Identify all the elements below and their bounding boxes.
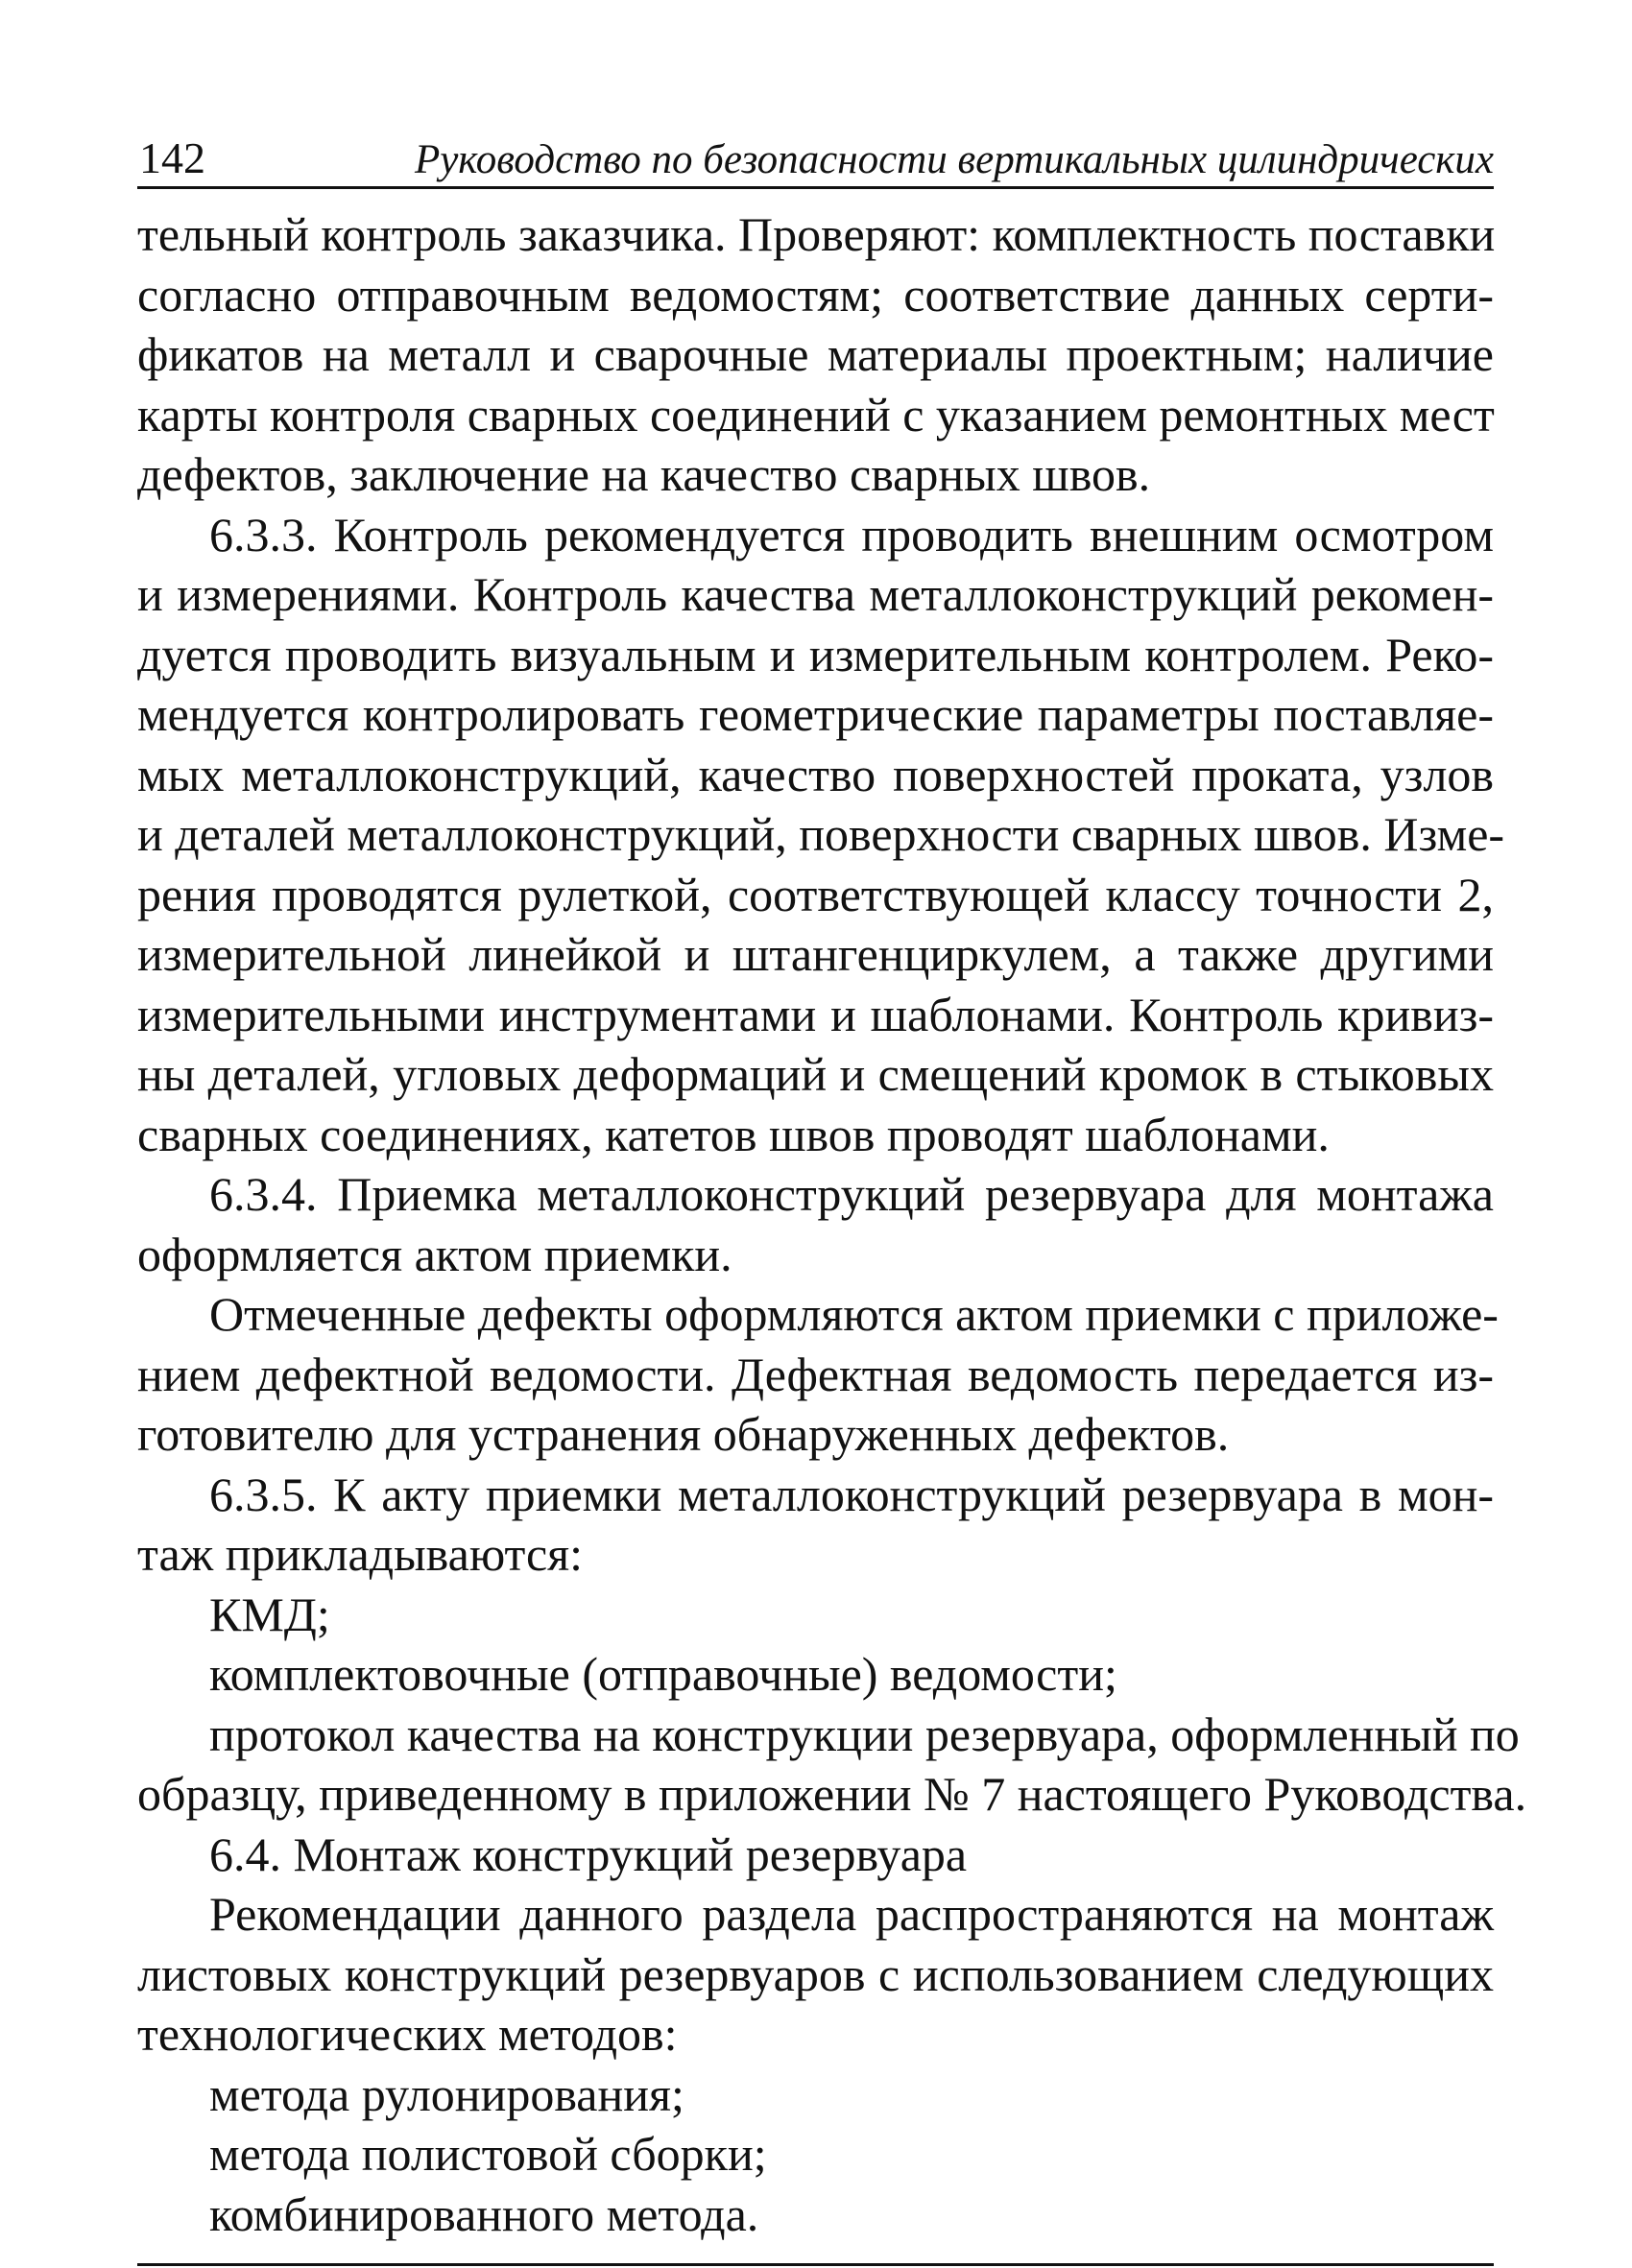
text-line: листовых конструкций резервуаров с использованием следующих (137, 1946, 1494, 2001)
bottom-rule (137, 2263, 1494, 2266)
text-line: 6.3.5. К акту приемки металлоконструкций резервуара в мон- (209, 1467, 1494, 1521)
page-number: 142 (139, 133, 205, 182)
text-line: Рекомендации данного раздела распространяются на монтаж (209, 1887, 1494, 1941)
text-line: комплектовочные (отправочные) ведомости; (209, 1647, 1117, 1701)
text-line: метода полистовой сборки; (209, 2127, 767, 2181)
text-line: КМД; (209, 1587, 330, 1641)
text-line: метода рулонирования; (209, 2066, 684, 2121)
body-text (137, 204, 1527, 2244)
text-line: тельный контроль заказчика. Проверяют: комплектность поставки (137, 207, 1496, 261)
text-line: ны деталей, угловых деформаций и смещений кромок в стыковых (137, 1047, 1494, 1101)
text-line: готовителю для устранения обнаруженных дефектов. (137, 1407, 1230, 1461)
text-line: измерительной линейкой и штангенциркулем, а также другими (137, 927, 1494, 981)
text-line: 6.4. Монтаж конструкций резервуара (209, 1826, 968, 1881)
text-line: сварных соединениях, катетов швов проводят шаблонами. (137, 1107, 1330, 1161)
text-line: согласно отправочным ведомостям; соответствие данных серти- (137, 267, 1494, 322)
text-line: мых металлоконструкций, качество поверхностей проката, узлов (137, 747, 1494, 801)
text-line: таж прикладываются: (137, 1527, 584, 1581)
text-line: технологических методов: (137, 2007, 678, 2061)
text-line: дуется проводить визуальным и измерительным контролем. Реко- (137, 627, 1494, 681)
running-title: Руководство по безопасности вертикальных цилиндрических (414, 137, 1494, 182)
text-line: 6.3.4. Приемка металлоконструкций резервуара для монтажа (209, 1167, 1494, 1221)
text-line: протокол качества на конструкции резервуара, оформленный по (209, 1707, 1520, 1761)
text-line: карты контроля сварных соединений с указанием ремонтных мест (137, 387, 1495, 442)
text-line: фикатов на металл и сварочные материалы проектным; наличие (137, 327, 1494, 381)
text-line: и измерениями. Контроль качества металлоконструкций рекомен- (137, 567, 1494, 621)
book-page (137, 125, 1527, 2266)
text-line: образцу, приведенному в приложении № 7 настоящего Руководства. (137, 1767, 1527, 1821)
text-line: рения проводятся рулеткой, соответствующей классу точности 2, (137, 867, 1494, 921)
text-line: оформляется актом приемки. (137, 1227, 732, 1281)
text-line: и деталей металлоконструкций, поверхности сварных швов. Изме- (137, 807, 1505, 861)
text-line: 6.3.3. Контроль рекомендуется проводить внешним осмотром (209, 507, 1494, 561)
text-line: мендуется контролировать геометрические параметры поставляе- (137, 687, 1494, 741)
running-head (137, 125, 1494, 189)
text-line: нием дефектной ведомости. Дефектная ведомость передается из- (137, 1347, 1494, 1401)
text-line: Отмеченные дефекты оформляются актом приемки с приложе- (209, 1287, 1499, 1341)
text-line: дефектов, заключение на качество сварных швов. (137, 447, 1151, 501)
text-line: комбинированного метода. (209, 2186, 759, 2241)
text-line: измерительными инструментами и шаблонами. Контроль кривиз- (137, 987, 1494, 1041)
